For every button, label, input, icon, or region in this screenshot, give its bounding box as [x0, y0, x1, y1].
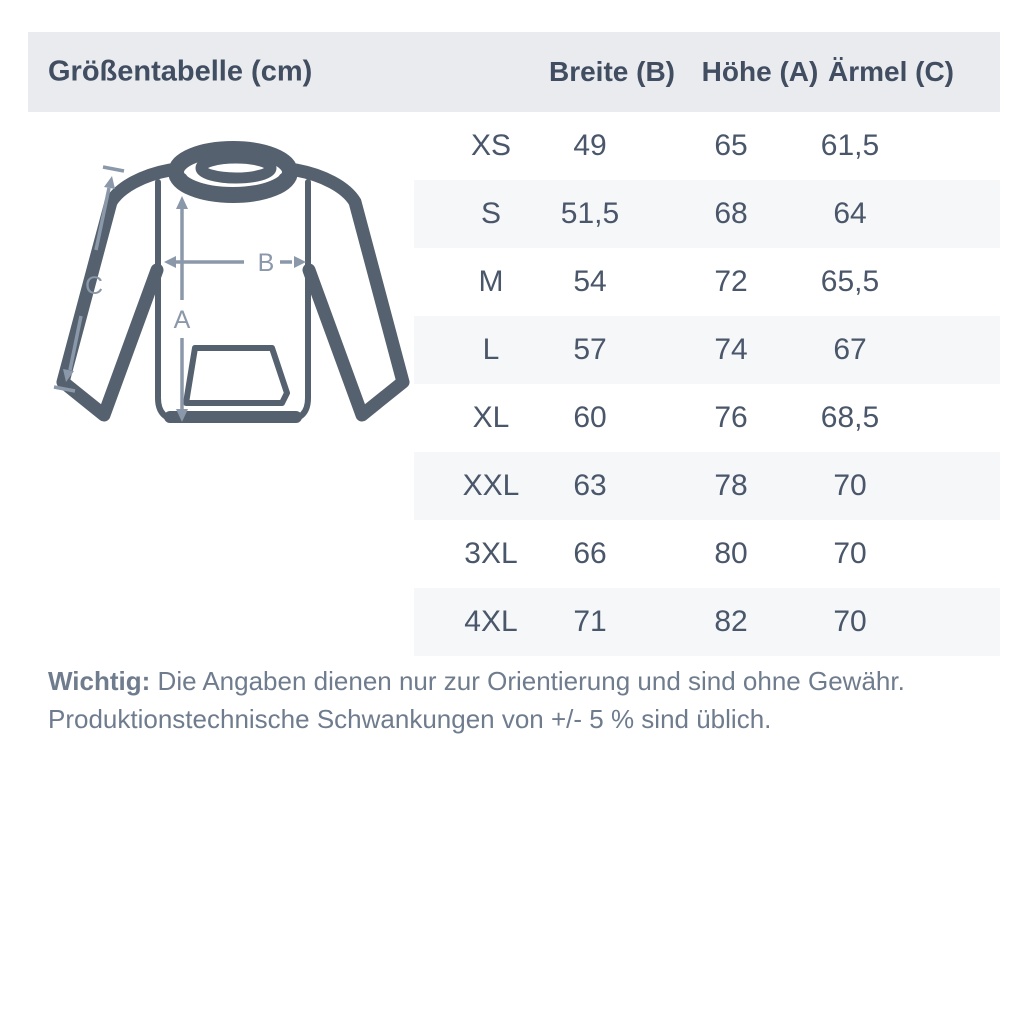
hoehe-value: 82 — [714, 605, 748, 638]
footer-note — [48, 662, 978, 738]
breite-value: 60 — [573, 401, 607, 434]
aermel-value: 67 — [833, 333, 867, 366]
arrow-left-icon — [164, 256, 176, 268]
hoodie-left-sleeve — [63, 170, 170, 415]
hoodie-measurement-diagram — [40, 130, 420, 450]
table-row — [414, 384, 1000, 452]
table-row — [414, 248, 1000, 316]
hoehe-value: 76 — [714, 401, 748, 434]
table-row — [414, 180, 1000, 248]
page-title: Größentabelle (cm) — [48, 55, 313, 88]
table-row — [414, 520, 1000, 588]
aermel-value: 70 — [833, 537, 867, 570]
breite-value: 51,5 — [560, 197, 620, 230]
arrow-up-icon — [176, 196, 188, 209]
breite-value: 49 — [573, 129, 607, 162]
breite-value: 63 — [573, 469, 607, 502]
measurement-label-a: A — [173, 306, 191, 334]
size-label: L — [482, 333, 500, 366]
footer-line-1-text: Die Angaben dienen nur zur Orientierung und sind ohne Gewähr. — [150, 666, 905, 696]
aermel-value: 70 — [833, 605, 867, 638]
hoehe-value: 68 — [714, 197, 748, 230]
breite-value: 54 — [573, 265, 607, 298]
aermel-value: 70 — [833, 469, 867, 502]
measurement-arrow-b — [164, 249, 306, 277]
footer-line-2: Produktionstechnische Schwankungen von +/- 5 % sind üblich. — [48, 704, 772, 734]
aermel-value: 65,5 — [820, 265, 880, 298]
table-row — [414, 112, 1000, 180]
breite-value: 71 — [573, 605, 607, 638]
hoehe-value: 65 — [714, 129, 748, 162]
hoehe-value: 74 — [714, 333, 748, 366]
footer-important-label: Wichtig: — [48, 666, 151, 696]
header-band — [28, 32, 1000, 112]
hoehe-value: 80 — [714, 537, 748, 570]
table-row — [414, 588, 1000, 656]
footer-line-1 — [48, 662, 978, 700]
size-label: 4XL — [464, 605, 518, 638]
size-label: S — [480, 197, 502, 230]
size-label: XS — [470, 129, 512, 162]
size-label: M — [478, 265, 504, 298]
hoehe-value: 78 — [714, 469, 748, 502]
size-label: XXL — [462, 469, 520, 502]
hood-inner-ring — [201, 158, 271, 178]
breite-value: 66 — [573, 537, 607, 570]
dimension-tick-top — [103, 167, 124, 171]
aermel-value: 61,5 — [820, 129, 880, 162]
measurement-label-c: C — [84, 272, 104, 300]
table-row — [414, 452, 1000, 520]
hoodie-right-sleeve — [296, 170, 403, 415]
breite-value: 57 — [573, 333, 607, 366]
hoodie-outline-icon — [63, 149, 403, 420]
column-header-breite: Breite (B) — [548, 56, 676, 87]
size-table — [414, 112, 1000, 656]
column-header-aermel: Ärmel (C) — [827, 56, 955, 87]
size-label: 3XL — [464, 537, 518, 570]
column-header-hoehe: Höhe (A) — [701, 56, 819, 87]
arrow-up-right-icon — [104, 176, 115, 189]
measurement-label-b: B — [257, 249, 275, 277]
size-label: XL — [472, 401, 510, 434]
aermel-value: 68,5 — [820, 401, 880, 434]
table-row — [414, 316, 1000, 384]
hoehe-value: 72 — [714, 265, 748, 298]
hoodie-pocket — [186, 348, 287, 403]
aermel-value: 64 — [833, 197, 867, 230]
